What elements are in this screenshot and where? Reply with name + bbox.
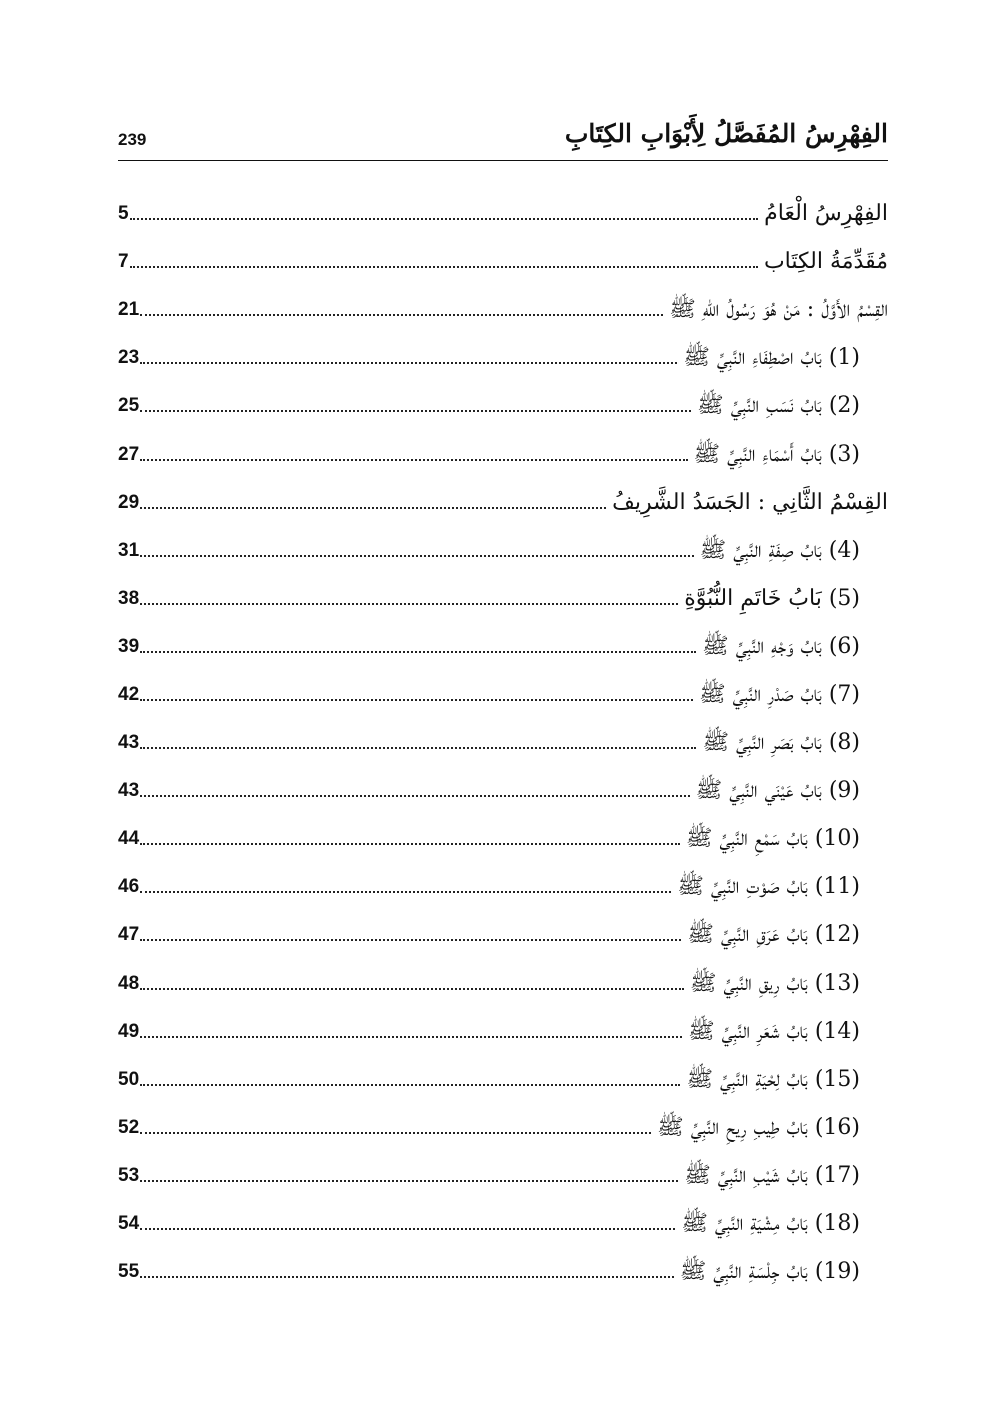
toc-page-number: 43	[118, 732, 140, 754]
dot-leader	[140, 1036, 682, 1038]
toc-page-number: 7	[118, 251, 129, 273]
toc-entry-title: (7) بَابُ صَدْرِ النَّبِيِّ ﷺ	[699, 681, 860, 707]
toc-chapter-entry	[118, 863, 888, 911]
toc-chapter-entry	[118, 960, 888, 1008]
dot-leader	[140, 1228, 675, 1230]
toc-entry-title: (18) بَابُ مِشْيَةِ النَّبِيِّ ﷺ	[681, 1211, 860, 1237]
toc-chapter-entry	[118, 623, 888, 671]
toc-page-number: 47	[118, 924, 140, 946]
toc-section-entry	[118, 286, 888, 334]
toc-chapter-entry	[118, 767, 888, 815]
toc-chapter-entry	[118, 575, 888, 623]
toc-chapter-entry	[118, 1248, 888, 1296]
toc-page-number: 29	[118, 491, 140, 513]
toc-page-number: 49	[118, 1020, 140, 1042]
toc-entry-title: (2) بَابُ نَسَبِ النَّبِيِّ ﷺ	[697, 393, 860, 419]
toc-section-entry	[118, 238, 888, 286]
toc-page-number: 39	[118, 635, 140, 657]
dot-leader	[140, 1084, 680, 1086]
toc-entry-title: (13) بَابُ رِيقِ النَّبِيِّ ﷺ	[689, 970, 860, 996]
toc-page-number: 21	[118, 299, 140, 321]
toc-chapter-entry	[118, 671, 888, 719]
table-of-contents	[118, 190, 888, 1296]
toc-entry-title: (10) بَابُ سَمْعِ النَّبِيِّ ﷺ	[685, 826, 860, 852]
dot-leader	[140, 988, 684, 990]
toc-page-number: 55	[118, 1261, 140, 1283]
dot-leader	[140, 555, 694, 557]
toc-page-number: 25	[118, 395, 140, 417]
toc-page-number: 52	[118, 1116, 140, 1138]
toc-chapter-entry	[118, 1056, 888, 1104]
dot-leader	[140, 699, 693, 701]
toc-chapter-entry	[118, 430, 888, 478]
toc-page-number: 44	[118, 828, 140, 850]
toc-page-number: 53	[118, 1164, 140, 1186]
toc-entry-title: (15) بَابُ لِحْيَةِ النَّبِيِّ ﷺ	[686, 1066, 860, 1092]
toc-page-number: 46	[118, 876, 140, 898]
toc-entry-title: (6) بَابُ وَجْهِ النَّبِيِّ ﷺ	[702, 633, 860, 659]
toc-section-entry	[118, 190, 888, 238]
page-number: 239	[118, 130, 147, 149]
toc-entry-title: (8) بَابُ بَصَرِ النَّبِيِّ ﷺ	[702, 730, 860, 756]
dot-leader	[140, 1180, 678, 1182]
dot-leader	[140, 459, 687, 461]
toc-chapter-entry	[118, 815, 888, 863]
toc-chapter-entry	[118, 527, 888, 575]
toc-entry-title: (16) بَابُ طِيبِ رِيحِ النَّبِيِّ ﷺ	[657, 1114, 860, 1140]
dot-leader	[140, 795, 690, 797]
toc-entry-title: القِسْمُ الأَوَّلُ : مَنْ هُوَ رَسُولُ اللهِ ﷺ	[669, 297, 888, 323]
toc-entry-title: (19) بَابُ جِلْسَةِ النَّبِيِّ ﷺ	[679, 1259, 860, 1285]
dot-leader	[140, 843, 680, 845]
toc-entry-title: (5) بَابُ خَاتَمِ النُّبُوَّةِ	[684, 585, 860, 611]
toc-entry-title: (9) بَابُ عَيْنَي النَّبِيِّ ﷺ	[695, 778, 860, 804]
toc-entry-title: مُقَدِّمَةُ الكِتَاب	[763, 249, 888, 275]
dot-leader	[130, 266, 758, 268]
toc-page-number: 38	[118, 587, 140, 609]
toc-entry-title: (1) بَابُ اصْطِفَاءِ النَّبِيِّ ﷺ	[683, 345, 860, 371]
dot-leader	[140, 891, 671, 893]
toc-page-number: 42	[118, 683, 140, 705]
dot-leader	[140, 314, 663, 316]
toc-entry-title: (4) بَابُ صِفَةِ النَّبِيِّ ﷺ	[699, 537, 860, 563]
dot-leader	[140, 1276, 674, 1278]
toc-page-number: 27	[118, 443, 140, 465]
toc-entry-title: (3) بَابُ أَسْمَاءِ النَّبِيِّ ﷺ	[693, 441, 860, 467]
toc-chapter-entry	[118, 334, 888, 382]
toc-entry-title: القِسْمُ الثَّانِي : الجَسَدُ الشَّرِيفُ	[612, 489, 888, 515]
toc-chapter-entry	[118, 1008, 888, 1056]
toc-page-number: 48	[118, 972, 140, 994]
toc-page-number: 5	[118, 203, 129, 225]
running-title: الفِهْرِسُ المُفَصَّلُ لِأَبْوَابِ الكِتَابِ	[564, 119, 888, 148]
dot-leader	[140, 939, 681, 941]
toc-chapter-entry	[118, 382, 888, 430]
toc-entry-title: (14) بَابُ شَعَرِ النَّبِيِّ ﷺ	[688, 1018, 860, 1044]
dot-leader	[140, 651, 696, 653]
toc-entry-title: (17) بَابُ شَيْبِ النَّبِيِّ ﷺ	[684, 1162, 860, 1188]
toc-chapter-entry	[118, 1200, 888, 1248]
toc-page-number: 54	[118, 1213, 140, 1235]
dot-leader	[130, 218, 759, 220]
dot-leader	[140, 362, 677, 364]
toc-page-number: 43	[118, 780, 140, 802]
dot-leader	[140, 603, 678, 605]
toc-page-number: 50	[118, 1068, 140, 1090]
dot-leader	[140, 507, 606, 509]
toc-section-entry	[118, 479, 888, 527]
dot-leader	[140, 747, 696, 749]
toc-entry-title: (11) بَابُ صَوْتِ النَّبِيِّ ﷺ	[677, 874, 860, 900]
toc-chapter-entry	[118, 1152, 888, 1200]
toc-entry-title: الفِهْرِسُ الْعَامُ	[764, 201, 888, 227]
dot-leader	[140, 1132, 651, 1134]
toc-page-number: 23	[118, 347, 140, 369]
toc-page-number: 31	[118, 539, 140, 561]
toc-entry-title: (12) بَابُ عَرَقِ النَّبِيِّ ﷺ	[687, 922, 860, 948]
page-header	[118, 112, 888, 161]
toc-chapter-entry	[118, 719, 888, 767]
dot-leader	[140, 410, 691, 412]
toc-chapter-entry	[118, 911, 888, 959]
toc-chapter-entry	[118, 1104, 888, 1152]
